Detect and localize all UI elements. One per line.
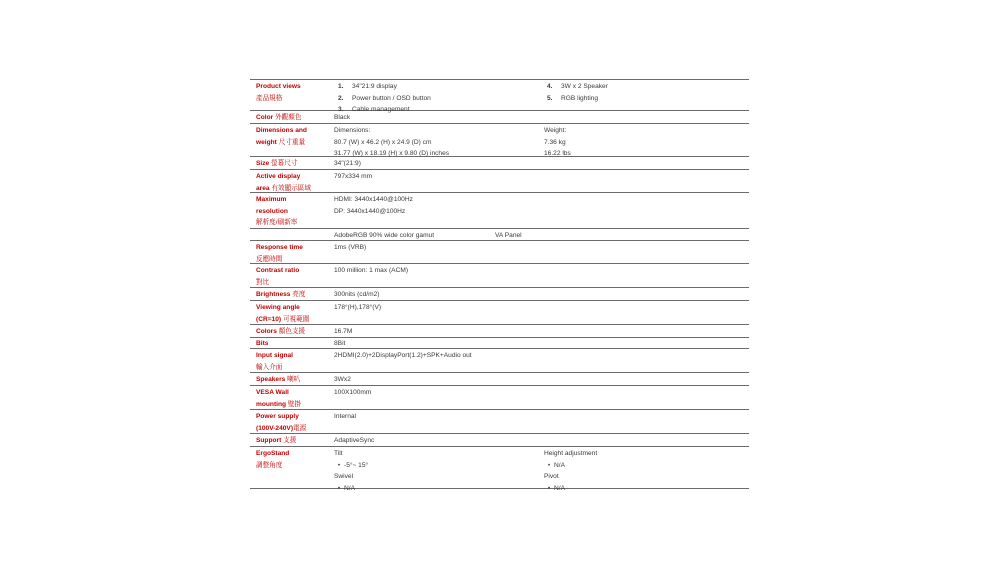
row-product-views: [250, 80, 749, 111]
row-bits: [250, 338, 749, 349]
weight-value: Weight: 7.36 kg 16.22 lbs: [544, 127, 571, 157]
list-item: 5. RGB lighting: [547, 94, 599, 102]
row-label: Power supply (100V-240V)電源: [256, 413, 307, 432]
row-value: AdaptiveSync: [334, 437, 375, 444]
row-power-supply: [250, 410, 749, 434]
row-dimensions: [250, 124, 749, 157]
panel-type: VA Panel: [495, 232, 522, 239]
feature-list-right: [547, 81, 608, 104]
row-label: Support 支援: [256, 437, 297, 444]
row-label: Response time 反應時間: [256, 244, 303, 263]
row-label: Active display area 有效顯示區域: [256, 173, 311, 192]
row-label: Dimensions and weight 尺寸重量: [256, 127, 307, 146]
row-label: Input signal 輸入介面: [256, 352, 293, 371]
row-resolution: [250, 193, 749, 229]
row-value: 178°(H),178°(V): [334, 304, 382, 311]
row-value: 2HDMI(2.0)+2DisplayPort(1.2)+SPK+Audio out: [334, 352, 472, 359]
row-vesa: [250, 386, 749, 410]
ergostand-height-pivot: Height adjustment • N/A Pivot • N/A: [544, 450, 598, 492]
row-value: 34"(21:9): [334, 160, 361, 167]
row-value: 8Bit: [334, 340, 346, 347]
row-brightness: [250, 288, 749, 301]
row-label: Brightness 亮度: [256, 291, 306, 298]
row-value: 300nits (cd/m2): [334, 291, 380, 298]
list-item: 3. Cable management: [338, 106, 410, 113]
resolution-value: HDMI: 3440x1440@100Hz DP: 3440x1440@100Hz: [334, 196, 413, 215]
list-item: 4. 3W x 2 Speaker: [547, 83, 608, 90]
row-active-area: [250, 170, 749, 193]
row-viewing-angle: [250, 301, 749, 325]
row-value: 100X100mm: [334, 389, 372, 396]
row-label: ErgoStand 調整角度: [256, 450, 290, 469]
row-label: Contrast ratio 對比: [256, 267, 300, 286]
row-label: Viewing angle (CR=10) 可視範圍: [256, 304, 310, 323]
row-value: 16.7M: [334, 328, 353, 335]
row-color: [250, 111, 749, 124]
row-colors: [250, 325, 749, 338]
row-label: Color 外觀顏色: [256, 114, 302, 121]
row-speakers: [250, 373, 749, 386]
list-item: 2. Power button / OSD button: [338, 94, 431, 102]
panel-gamut: AdobeRGB 90% wide color gamut: [334, 232, 435, 239]
list-item: 1. 34"21:9 display: [338, 83, 397, 90]
row-value: 797x334 mm: [334, 173, 373, 180]
row-label: Bits: [256, 340, 269, 347]
spec-table: [250, 79, 749, 492]
row-support: [250, 434, 749, 447]
row-value: Black: [334, 114, 351, 121]
row-label: Size 螢幕尺寸: [256, 160, 298, 167]
dimensions-value: Dimensions: 80.7 (W) x 46.2 (H) x 24.9 (D) cm 31.77 (W) x 18.19 (H) x 9.80 (D) inches: [334, 127, 450, 157]
row-contrast: [250, 264, 749, 288]
row-label: Colors 顏色支援: [256, 328, 306, 335]
row-value: Internal: [334, 413, 356, 420]
row-label: VESA Wall mounting 壁掛: [256, 389, 302, 408]
row-label: Maximum resolution 解析度/刷新率: [256, 196, 298, 226]
row-panel: [250, 229, 749, 241]
row-label: Speakers 喇叭: [256, 376, 301, 383]
row-size: [250, 157, 749, 170]
row-value: 100 million: 1 max (ACM): [334, 267, 409, 274]
row-value: 3Wx2: [334, 376, 351, 383]
row-ergostand: [250, 447, 749, 492]
ergostand-tilt-swivel: Tilt • -5°~ 15° Swivel • N/A: [334, 450, 369, 492]
row-label: Product views 產品規格: [256, 83, 301, 102]
row-response-time: [250, 241, 749, 264]
row-value: 1ms (VRB): [334, 244, 367, 251]
row-input-signal: [250, 349, 749, 373]
